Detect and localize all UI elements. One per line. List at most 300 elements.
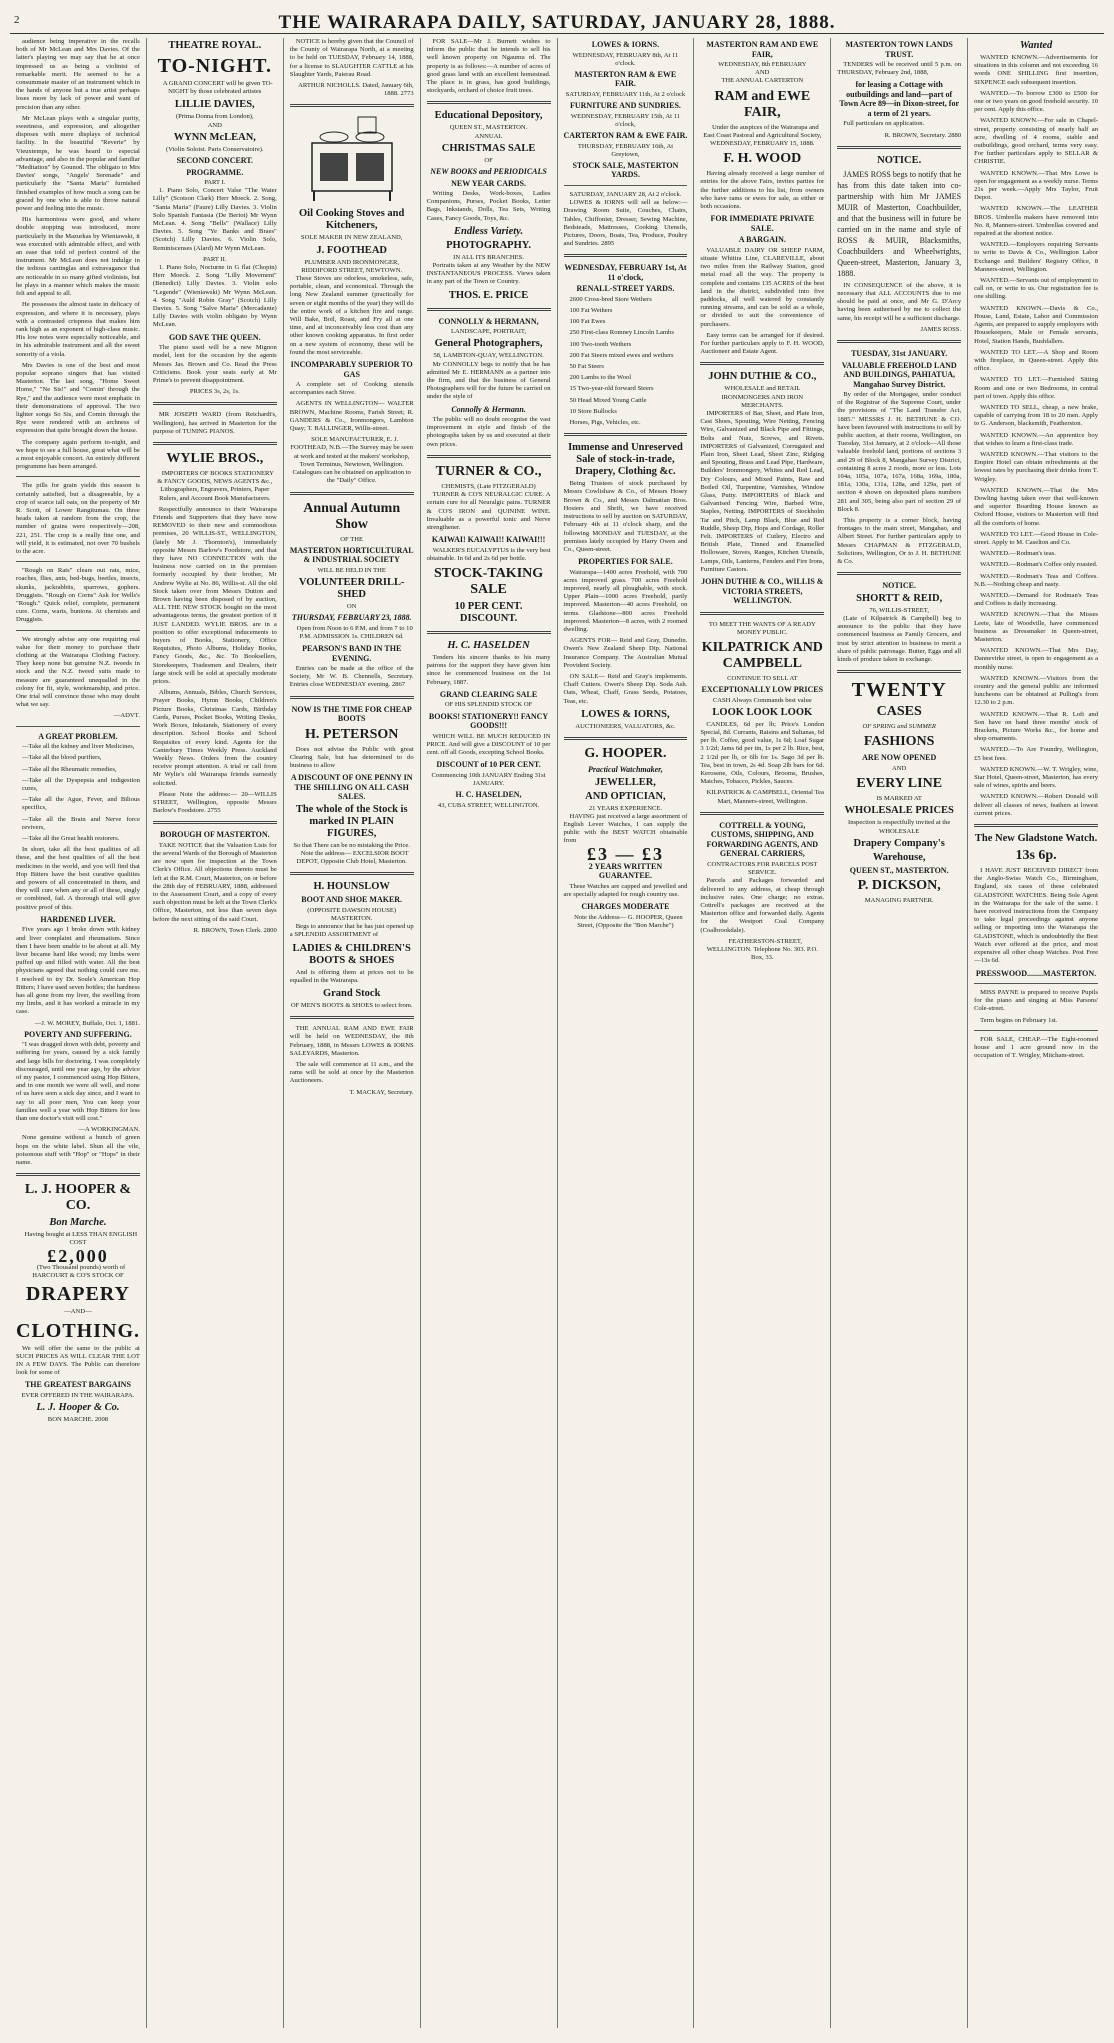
list-item: —Take all the Dyspepsia and indigestion cures,	[22, 776, 140, 792]
ram-and: AND	[755, 69, 770, 77]
duthie-heading: JOHN DUTHIE & CO.,	[708, 371, 817, 383]
divider	[427, 455, 551, 458]
auction-date: WEDNESDAY, FEBRUARY 15th, At 11 o'clock,	[570, 112, 680, 128]
list-item: —Take all the blood purifiers,	[22, 754, 102, 762]
edu-annual: ANNUAL	[474, 132, 503, 140]
page-number: 2	[14, 14, 21, 26]
valuable-body: This property is a corner block, having frontages to the main street, Mangahao, and Albert Street. For further particulars apply to Messrs CHAPMAN & FITZGERALD, Solicitors, Wellington, Or to J. H. BETHUNE & Co.	[837, 517, 962, 566]
divider	[290, 104, 414, 107]
cottrell-address: FEATHERSTON-STREET, WELLINGTON. Telephone No. 303. P.O. Box, 33.	[706, 937, 818, 962]
peterson-body: Does not advise the Public with great Clearing Sale, but has determined to do business to allow	[289, 745, 414, 770]
remedies-list	[16, 743, 140, 843]
wylie-address: Please Note the address:— 20—WILLIS STREET, Wellington, opposite Messrs Barlow's Foodstore. 2755	[152, 790, 277, 815]
books-heading: BOOKS! STATIONERY!! FANCY GOODS!!!	[428, 711, 549, 731]
spring-line: OF SPRING and SUMMER	[862, 723, 936, 731]
list-item: —Take all the Ague, Fever, and Bilious specifics,	[22, 796, 140, 812]
edu-body: Writing Desks, Work-boxes, Ladies Companions, Purses, Pocket Books, Letter Bags, Inkstands, Dolls, Tea Sets, Writing Cases, Fancy Goods, Toys, &c.	[426, 190, 551, 222]
wanted-item: WANTED KNOWN.—For sale in Chapel-street, property consisting of nearly half an acre, dwelling of 4 rooms, stable and outbuildings, good orchard, terms very easy. For further particulars apply to SELLAR & CHRISTIE.	[974, 117, 1098, 166]
advert-price: £2,000	[47, 1245, 109, 1266]
managing-partner: MANAGING PARTNER.	[864, 897, 934, 905]
wholesale-heading: WHOLESALE PRICES	[844, 805, 954, 817]
edu-new-cards: NEW YEAR CARDS.	[451, 178, 527, 188]
hounslow-ladies: LADIES & CHILDREN'S BOOTS & SHOES	[292, 942, 411, 966]
tonight-heading: TO-NIGHT.	[157, 55, 272, 77]
valuable-body: By order of the Mortgagee, under conduct of the Registrar of the Supreme Court, under the provisions of "The Land Transfer Act, 1885." MESSRS J. H. BETHUNE & CO. have been favoured with instructions to sell by public auction, at their rooms, Wellington, on Tuesday, 31st January, at 2 o'clock—All those valuable freehold land, portions of sections 3 and 29 of Block 8, Mangahao Survey District, containing 8 acres 2 roods, more or less. Lots 104a, 105a, 107a, 167a, 168a, 169a, 180a, 181a, 130a, 131a, 128a, and 129a, part of section 4 shown on deposited plans numbers 281 and 305, being also part of section 29 of Block 8.	[837, 391, 962, 513]
wanted-item: WANTED TO LET.—Furnished Sitting Room and one or two Bedrooms, in central part of town. Apply this office.	[974, 376, 1098, 400]
section-heading: A GREAT PROBLEM.	[38, 731, 118, 741]
forsale-notice: FOR SALE, CHEAP.—The Eight-roomed house and 1 acre ground now in the occupation of T. Wrigley, Mitcham-street.	[974, 1035, 1098, 1060]
hounslow-sub: BOOT AND SHOE MAKER.	[301, 895, 403, 905]
hooper-advert-sub: Bon Marche.	[49, 1217, 107, 1229]
edu-endless: Endless Variety.	[454, 225, 524, 237]
wanted-item: WANTED KNOWN.—That Mrs Lowe is open for engagement as a weekly nurse. Terms 21s per week.—Apply Mrs Taylor, Fruit Depot.	[974, 169, 1098, 202]
hounslow-heading: H. HOUNSLOW	[313, 881, 390, 893]
divider	[700, 812, 824, 815]
wylie-body: Respectfully announce to their Wairarapa Friends and Supporters that they have now REMOVED to their new and commodious premises, 20 WILLIS-ST., WELLINGTON, (lately Mr J. Thornton's), immediately opposite Messrs Barlow's Foodstore, and that they have NO CONNECTION with the business now carried on in the premises formerly occupied by their brother, Mr Andrew Wylie at No. 86, Willis-st. All the old Stock taken over from Messrs Dutton and Brown having been disposed of by auction, ALL THE NEW STOCK bought on the most advantageous terms, the greatest portion of it JUST LANDED. WYLIE BROS. are in a position to offer exceptional inducements to buyers of Books, Stationery, Office Requisites, Photo Albums, Holiday Books, Fancy Goods, &c., &c. To Booksellers, Storekeepers, Tradesmen and Dealers, their large stock will be sold at specially moderate prices.	[152, 505, 277, 686]
cash-line: CASH Always Commands best value	[712, 696, 812, 704]
hooper-heading: G. HOOPER.	[584, 746, 667, 762]
wanted-item: WANTED.—Demand for Rodman's Teas and Coffees is daily increasing.	[974, 591, 1098, 608]
stoves-body: These Stoves are odorless, smokeless, safe, portable, clean, and economical. Through the long New Zealand summer (practically for seven or eight months of the year) they will do the entire work of a kitchen fire and range. Will Bake, Boil, Roast, and Fry all at one time, and at inconceivably less cost than any other known cooking apparatus. In first order on a new system of economy, these will be found the most serviceable.	[289, 275, 414, 356]
hooper-price: £3 — £3	[586, 843, 664, 864]
stoves-manufacturer: SOLE MANUFACTURER, E. J. FOOTHEAD, N.B.—The Survey may be seen at work and tested at the makers' workshop, Town Terminus, Newtown, Wellington. Catalogues can be obtained on application to the "Daily" Office.	[290, 436, 414, 485]
wanted-item: WANTED TO LET.—A Shop and Room with fireplace, in Queen-street. Apply this office.	[974, 348, 1098, 373]
edu-street: QUEEN ST., MASTERTON.	[449, 124, 528, 132]
wylie-sub: IMPORTERS OF BOOKS STATIONERY & FANCY GOODS, NEWS AGENTS &c., Lithographers, Engravers, Printers, Paper Rulers, and Account Book Manufacturers.	[157, 470, 274, 502]
performer-sub: (Prima Donna from London),	[175, 113, 254, 121]
connolly-sub: LANDSCAPE, PORTRAIT,	[450, 328, 527, 336]
notice-heading: NOTICE.	[877, 154, 922, 166]
slaughter-notice: NOTICE is hereby given that the Council of the County of Wairarapa North, at a meeting to be held on TUESDAY, February 14, 1888, for a license to SLAUGHTER CATTLE at his Slaughter Yards, Paierau Road.	[289, 38, 414, 78]
review-paragraph: He possesses the almost taste in delicacy of expression, and where it is necessary, plays with a contrasted crispness that makes him rank high as an exponent of high-class music. His low notes were especially noticeable, and in his admirable instrument and all the sweet sonority of a viola.	[16, 301, 140, 358]
renall-heading: RENALL-STREET YARDS.	[576, 284, 675, 294]
immense-heading: Immense and Unreserved Sale of stock-in-trade, Drapery, Clothing &c.	[568, 442, 683, 478]
lands-signature: R. BROWN, Secretary. 2880	[884, 131, 962, 139]
concert-and: AND	[207, 121, 222, 129]
cooking-stove-illustration	[292, 113, 412, 203]
dickson-heading: P. DICKSON,	[857, 878, 941, 894]
haselden-address: 43, CUBA STREET, WELLINGTON.	[437, 801, 540, 809]
advert-paragraph: "Rough on Rats" clears out rats, mice, roaches, flies, ants, bed-bugs, beetles, insects, skunks, jackrabbits, sparrows, gophers. Druggists. "Rough on Corns" Ask for Wells's "Rough." Quick relief, complete, permanent cure. Corns, warts, bunions. At chemists and Druggists.	[16, 567, 140, 624]
list-item: 100 Two-tooth Wethers	[569, 340, 632, 348]
wanted-item: WANTED KNOWN.—Visitors from the country and the general public are informed luncheons can be obtained at Pulling's from 12.30 to 2 p.m.	[974, 674, 1098, 707]
lowes-auctioneers: AUCTIONEERS, VALUATORS, &c.	[575, 722, 676, 730]
dairy-body: VALUABLE DAIRY OR SHEEP FARM, situate Whitira Line, CLAREVILLE, about two miles from the Railway Station, good metal road all the way. The property is complete and contains 135 ACRES of the best land in the district, subdivided into five paddocks, all well watered by constantly running streams, and can be sold as a whole, or divided to suit the convenience of purchasers.	[700, 246, 825, 328]
clearing-of: OF HIS SPLENDID STOCK OF	[444, 701, 533, 709]
list-item: 100 Fat Ewes	[569, 318, 606, 326]
hooper-jeweller: JEWELLER,	[594, 776, 656, 788]
agents-body: AGENTS FOR— Reid and Gray, Dunedin. Owen's New Zealand Sheep Dip. National Insurance Company. The Australian Mutual Provident Society.	[563, 637, 688, 669]
shortt-heading: SHORTT & REID,	[856, 592, 943, 604]
wholesale-line: WHOLESALE	[879, 827, 920, 835]
news-paragraph: The pills for grain yields this season is certainly satisfied, but a disagreeable, by a crop of scarce tall oats, on the property of Mr R. Scott, of Lower Rangitumau. On three heads taken at random from the crop, the number of grains were respectively—208, 221, 251. The crop is a really fine one, and will yield, it is estimated, not over 70 bushels to the acre.	[16, 482, 140, 555]
wanted-heading: Wanted	[1019, 40, 1053, 51]
divider	[16, 630, 140, 631]
show-heading: Annual Autumn Show	[303, 500, 401, 532]
show-open: Open from Noon to 6 P.M. and from 7 to 10 P.M. ADMISSION 1s. CHILDREN 6d.	[296, 624, 413, 640]
wanted-item: WANTED KNOWN.—Davis & Co., House, Land, Estate, Labor and Commission Agents, are prepared to supply employers with Housekeepers, Male or Female servants, Hotel, Station Hands, Bushfallers.	[974, 304, 1098, 345]
kaiwai: KAIWAI! KAIWAI!! KAIWAI!!!	[431, 535, 546, 545]
divider	[16, 561, 140, 562]
turner-body: TURNER & CO'S NEURALGIC CURE. A certain cure for all Neuralgic pains. TURNER & CO'S IRON and QUININE WINE. Invaluable as a powerful tonic and Nerve strengthener.	[426, 491, 551, 531]
dairy-terms: Easy terms can be arranged for if desired. For further particulars apply to F. H. WOOD, Auctioneer and Estate Agent.	[700, 331, 825, 356]
renall-list	[564, 296, 688, 427]
meet-line: TO MEET THE WANTS OF A READY MONEY PUBLIC.	[708, 620, 816, 636]
duthie-sub: WHOLESALE and RETAIL IRONMONGERS AND IRON MERCHANTS.	[721, 385, 804, 409]
haselden-signature: H. C. HASELDEN,	[455, 790, 522, 800]
wanted-item: WANTED KNOWN.—That the Mrs Dowling having taken over that well-known and superior Boarding House known as Oxford House, visitors to Masterton will find all the comforts of home.	[974, 486, 1098, 527]
low-prices: EXCEPTIONALLY LOW PRICES	[701, 685, 824, 695]
review-paragraph: His harmonious were good, and where double stopping was introduced, more particularly in the Mazurkas by Wieniawski, it was executed with admirable effect, and with an ease that told of perfect control of the instrument. Mr McLean does not indulge in the tedious cantinglas and extravagance that are noticeable in so many gifted violinists, but he plays in a manner which makes the music felt and appeal to all.	[16, 216, 140, 298]
hooper-charges: CHARGES MODERATE	[581, 902, 670, 912]
haselden-heading: H. C. HASELDEN	[447, 640, 530, 652]
review-paragraph: Mr McLean plays with a singular purity, sweetness, and expression, and altogether disposes with mere displays of technical facility. In the beautiful "Reverie" by Vieuxtemps, he was heard to especial advantage, and also in the popular and familiar "Meditation" by Gounod. The obligato to Mrs Davies' songs, "Angels' Serenade" and particularly the "Santa Maria" furnished finished examples of how much a song can be graced by one who is able to throw natural power and feeling into the music.	[16, 114, 140, 213]
programme-items: 1. Piano Solo, Nocturne in G flat (Chopin) Herr Moeck. 2. Song "Lilly Movement" (Benedict) Lilly Davies. 3. Violin solo "Legende" (Wieniawski) Mr Wynn McLean. 4. Song "Auld Robin Gray" (Scotch) Lilly Davies. 5. Song "Salve Maria" (Mercadante) Lilly Davies with violin obligato by Wynn McLean.	[152, 264, 277, 329]
list-item: —Take all the kidney and liver Medicines,	[22, 743, 135, 751]
wanted-item: WANTED.—Rodman's teas.	[980, 550, 1056, 558]
ross-notice: JAMES ROSS begs to notify that he has from this date taken into co-partnership with him Mr JAMES MUIR of Masterton, Coachbuilder, and that the business will in future be carried on in the name and style of ROSS & MUIR, Blacksmiths, Coachbuilders and Wheelwrights, Queen-street, Masterton, January 3, 1888.	[837, 169, 962, 278]
cases-heading: CASES	[876, 704, 922, 720]
ram-big: RAM and EWE FAIR,	[714, 88, 811, 120]
haselden-foot: WHICH WILL BE MUCH REDUCED IN PRICE. And will give a DISCOUNT of 10 per cent. off all Goods, excepting School Books.	[426, 732, 551, 756]
advert-footer: BON MARCHE. 2008	[47, 1416, 109, 1424]
auction-date: SATURDAY, FEBRUARY 11th, At 2 o'clock	[565, 90, 686, 98]
lands-body: TENDERS will be received until 5 p.m. on THURSDAY, February 2nd, 1888,	[837, 61, 962, 77]
list-item: 50 Head Mixed Young Cattle	[569, 396, 647, 404]
list-item: 200 Lambs to the Wool	[569, 374, 632, 382]
cottrell-body: Parcels and Packages forwarded and delivered to any address, at cheap through inclusive rates. One charge; no extras. Cottrell's packages are received at the Masterton office and forwarded daily. Agents for the Westport Coal Company (Coalbrookdale).	[700, 877, 825, 934]
auction-title: STOCK SALE, MASTERTON YARDS.	[572, 160, 679, 180]
column-2	[147, 38, 284, 2028]
column-8	[968, 38, 1104, 2028]
every-heading: EVERY LINE	[856, 776, 943, 792]
wood-heading: F. H. WOOD	[723, 151, 802, 167]
look-line: LOOK LOOK LOOK	[712, 706, 813, 718]
hooper-body: These Watches are capped and jewelled and are specially adapted for rough country use.	[563, 882, 688, 898]
auction-date: SATURDAY, JANUARY 28, At 2 o'clock.	[569, 190, 682, 198]
wanted-item: WANTED KNOWN.—Advertisements for situations in this column and not exceeding 16 words ONE SHILLING first insertion, SIXPENCE each subsequent insertion.	[974, 54, 1098, 86]
edu-xmas: CHRISTMAS SALE	[441, 142, 536, 154]
stoves-heading: Oil Cooking Stoves and Kitcheners,	[299, 208, 405, 232]
divider	[564, 737, 688, 740]
hounslow-town: MASTERTON.	[330, 915, 373, 923]
borough-heading: BOROUGH OF MASTERTON.	[159, 830, 270, 840]
list-item: 100 Fat Wethers	[569, 307, 613, 315]
divider	[427, 631, 551, 634]
opened-line: ARE NOW OPENED	[862, 753, 937, 763]
advert-mark: —ADVT.	[113, 712, 140, 720]
programme-items: 1. Piano Solo, Concert Valse "The Water Lilly" (Scotson Clark) Herr Moeck. 2. Song, "Santa Maria" (Faure) Lilly Davies. 3. Violin Solo Spanish Fantasia (De Beriot) Mr Wynn McLean. 4. Song "Bells" (Wallace) Lilly Davies. 5. Song "Ye Banks and Braes" (Scotch) Lilly Davies. 6. Violin Solo, Reminiscenses (Alard) Mr Wynn McLean.	[152, 187, 277, 252]
wylie-heading: WYLIE BROS.,	[166, 451, 264, 466]
divider	[16, 476, 140, 477]
divider	[974, 983, 1098, 984]
notice-signature: ARTHUR NICHOLLS. Dated, January 6th, 1888. 2773	[298, 82, 414, 98]
forsale-notice: FOR SALE—Mr J. Burnett wishes to inform the public that he intends to sell his well known property on Ngaumu rd. The property is as follows:—A number of acres of good grass land with an excellent homestead. The place is in grass, has good buildings, stockyards, orchard of choice fruit trees.	[426, 38, 551, 95]
cottrell-sub: CONTRACTORS FOR PARCELS POST SERVICE.	[707, 860, 818, 877]
peterson-address: Note the address— EXCELSIOR BOOT DEPOT, Opposite Club Hotel, Masterton.	[296, 849, 409, 866]
grand-stock-sub: OF MEN'S BOOTS & SHOES to select from.	[290, 1002, 413, 1010]
divider	[427, 101, 551, 104]
divider	[700, 362, 824, 365]
properties-heading: PROPERTIES FOR SALE.	[578, 557, 673, 567]
column-6	[694, 38, 831, 2028]
ram-carterton: THE ANNUAL CARTERTON	[721, 77, 804, 85]
show-of: OF THE	[340, 535, 364, 543]
list-item: 2600 Cross-bred Store Wethers	[569, 295, 652, 303]
stoves-agent: SOLE MAKER IN NEW ZEALAND,	[300, 234, 403, 242]
show-footer: Entries can be made at the office of the Society, Mr W. B. Chennells, Secretary. Entries close WEDNESDAY evening. 2867	[289, 665, 414, 689]
divider	[153, 442, 277, 445]
section-heading: POVERTY AND SUFFERING.	[24, 1029, 132, 1039]
performer-name: WYNN McLEAN,	[173, 131, 256, 143]
review-paragraph: The company again perform to-night, and we hope to see a full house, great what will be a most enjoyable concert. An entirely different programme has been arranged.	[16, 438, 140, 471]
wanted-item: WANTED KNOWN.—W. T. Wrigley, wine, Star Hotel, Queen-street, Masterton, has every sale of wines, spirits and beers.	[974, 765, 1098, 790]
concert-second: SECOND CONCERT.	[176, 156, 254, 166]
concert-text: A GRAND CONCERT will be given TO-NIGHT by those celebrated artistes	[162, 80, 273, 96]
haselden-discount: DISCOUNT of 10 PER CENT.	[436, 760, 541, 770]
divider	[290, 872, 414, 875]
list-item: 200 Fat Steers mixed ewes and wethers	[569, 351, 674, 359]
wanted-item: WANTED KNOWN.—That visitors to the Empire Hotel can obtain refreshments at the lowest rates by purchasing their drinks from T. Wrigley.	[974, 450, 1098, 483]
immense-body: Being Trustees of stock purchased by Messrs Cowlishaw & Co., of Messrs Hosey Brown & Co., and Messrs Dalmatian Bros. Hosiers and Shrift, we have received instructions to sell by auction on SATURDAY, February 4th at 11 o'clock sharp, and the following MONDAY and TUESDAY, at the premises lately occupied by Harry Owen and Co., Queen-street.	[563, 480, 688, 553]
peterson-stock: The whole of the Stock is marked IN PLAIN FIGURES,	[295, 803, 408, 839]
advert-paragraph: Having bought at LESS THAN ENGLISH COST	[24, 1231, 138, 1247]
clothing-heading: CLOTHING.	[16, 1319, 141, 1342]
auction-title: FURNITURE AND SUNDRIES.	[569, 101, 681, 111]
turner-heading: TURNER & CO.,	[435, 463, 542, 479]
list-item: 250 First-class Romney Lincoln Lambs	[569, 329, 674, 337]
performer-sub: (Violin Soloist. Paris Conservatoire).	[166, 145, 264, 153]
show-on: ON	[346, 602, 357, 610]
divider	[564, 185, 688, 186]
lowes-signature: LOWES & IORNS,	[581, 708, 670, 720]
wood-body: Having already received a large number of entries for the above Fairs, invites parties for the further additions to his list, from owners who have rams or ewes for sale, as either or both occasions.	[700, 170, 825, 211]
gladstone-heading: The New Gladstone Watch.	[974, 833, 1098, 845]
review-paragraph: audience being imperative in the recalls both of Mr McLean and Mrs Davies. Of the latter's playing we may say that he at once impressed us as being a violinist of remarkable merit. He seemed to be a consummate master of an instrument which in the hands of anyone but a true artist perhaps loses more by lack of power and want of precision than any other.	[16, 38, 140, 111]
signature: —A WORKINGMAN.	[78, 1126, 140, 1134]
list-item: —Take all the Brain and Nerve force revivers,	[22, 815, 140, 831]
peterson-heading: H. PETERSON	[305, 726, 399, 742]
programme-part: PART I.	[204, 179, 226, 187]
programme-heading: PROGRAMME.	[186, 167, 244, 177]
advert-paragraph: We strongly advise any one requiring real value for their money to purchase their clothing at the Wairarapa Clothing Factory. They keep none but genuine N.Z. tweeds in stock and the N.Z. tweed suits made to measure are guaranteed unequalled in the colony for fit, style, workmanship, and price. One trial will convince those who may doubt what we say.	[16, 635, 140, 709]
divider	[153, 402, 277, 405]
foothead-trade: PLUMBER AND IRONMONGER, RIDDIFORD STREET, NEWTOWN.	[301, 258, 403, 274]
kilpatrick-body: CANDLES, 6d per lb; Price's London Special, 8d. Currants, Raisins and Sultanas, 6d per lb. Coffee, good value, 1s 6d; Loaf Sugar 3 1/2d; Jams 6d per tin, 1s per 2 lb. Rice, best, 2 1/2d per lb, or 6lb for 1s. Sago 3d per lb. Tea, best in town, 2s 4d. Soap 2lb bars for 6d. Kerosene, Oils, Colours, Brooms, Brushes, Matches, Tobacco, Pickles, Sauces.	[700, 720, 825, 786]
divider	[290, 492, 414, 495]
divider	[16, 726, 140, 727]
advert-line: EVER OFFERED IN THE WAIRARAPA.	[21, 1391, 135, 1399]
connolly-general: General Photographers,	[434, 338, 543, 350]
lowes-heading: LOWES & IORNS.	[591, 40, 660, 49]
wanted-item: WANTED.—Rodman's Teas and Coffees. N.B.—Nothing cheap and nasty.	[974, 572, 1098, 588]
divider	[974, 1030, 1098, 1031]
wanted-item: WANTED KNOWN.—That the Misses Leete, late of Woodville, have commenced business as Dressmaker in Queen-street, Masterton.	[974, 611, 1098, 643]
show-date: THURSDAY, FEBRUARY 23, 1888.	[291, 613, 412, 623]
concert-footer: The piano used will be a new Mignon model, lent for the occasion by the agents Messrs Jas. Brown and Co. Read the Press Criticisms. Book your seats early at Mr Prime's to prevent disappointment.	[152, 344, 277, 384]
hooper-optician: AND OPTICIAN,	[585, 790, 666, 802]
stoves-footer: A complete set of Cooking utensils accompanies each Stove.	[289, 381, 414, 397]
masthead	[10, 8, 1104, 34]
show-held: WILL BE HELD IN THE	[317, 566, 386, 574]
ewe-fair-signature: T. MACKAY, Secretary.	[349, 1088, 414, 1096]
connolly-body: The public will no doubt recognise the vast improvement in style and finish of the photographs taken by us and executed at their own prices.	[426, 416, 551, 448]
show-band: PEARSON'S BAND IN THE EVENING.	[302, 644, 402, 663]
inspect-line: Inspection is respectfully invited at the	[848, 819, 951, 827]
divider	[427, 308, 551, 311]
onsale-body: ON SALE— Reid and Gray's implements. Chaff Cutters. Owen's Sheep Dip. Soda Ash. Oats, Wheat, Chaff, Grass Seeds, Potatoes, Teas, etc.	[563, 673, 688, 705]
auction-date: THURSDAY, FEBRUARY 16th, At Greytown,	[577, 142, 674, 158]
hooper-sub: Practical Watchmaker,	[588, 765, 663, 775]
list-item: 15 Two-year-old forward Steers	[569, 385, 654, 393]
price-heading: THOS. E. PRICE	[448, 289, 529, 301]
borough-body: TAKE NOTICE that the Valuation Lists for the several Wards of the Borough of Masterton are now open for inspection at the Town Clerk's Office. All objections thereto must be left at the R.M. Court, Masterton, on or before the 28th day of FEBRUARY, 1888, addressed to the Assessment Court, and a copy of every such objection must be left at the Town Clerk's Office, Masterton, not less than seven days before the next sitting of the said Court.	[152, 841, 277, 923]
advert-paragraph: (Two Thousand pounds) worth of HARCOURT & CO'S STOCK OF	[32, 1263, 126, 1280]
hooper-body: HAVING just received a large assortment of English Lever Watches, I can supply the public with the BEST WATCH obtainable from	[563, 812, 688, 845]
wanted-item: WANTED.—To borrow £300 to £500 for one or two years on good freehold security. 10 per cent. Apply this office.	[974, 89, 1098, 114]
column-4	[421, 38, 558, 2028]
connolly-heading: CONNOLLY & HERMANN,	[438, 316, 539, 326]
ram-date: WEDNESDAY, 8th FEBRUARY	[718, 61, 807, 68]
edu-of: OF	[484, 156, 493, 164]
advert-paragraph: "I was dragged down with debt, poverty and suffering for years, caused by a sick family and large bills for doctoring. I was completely discouraged, until one year ago, by the advice of my pastor, I commenced using Hop Bitters, and in one month we were all well, and none of us have seen a sick day since, and I want to say to all poor men, You can keep your families well a year with Hop Bitters for less than one doctor's visit will cost."	[16, 1041, 140, 1123]
column-3	[284, 38, 421, 2028]
stocktaking-heading: STOCK-TAKING SALE	[433, 566, 544, 598]
stoves-superior: INCOMPARABLY SUPERIOR TO GAS	[290, 360, 413, 379]
wanted-list	[974, 54, 1098, 818]
wanted-item: WANTED TO SELL, cheap, a new brake, capable of carrying from 18 to 20 men. Apply to G. Anderson, blacksmith, Featherston.	[974, 403, 1098, 428]
wanted-item: WANTED KNOWN.—The LEATHER BROS. Umbrella makers have removed into No. 8, Manners-street. Umbrellas covered and repaired at the shortest notice.	[974, 205, 1098, 238]
divider	[564, 433, 688, 436]
divider	[837, 146, 961, 149]
eucalyptus-body: WALKER'S EUCALYPTUS is the very best obtainable. In 6d and 2s 6d per bottle.	[426, 546, 551, 562]
edu-books: NEW BOOKS and PERIODICALS	[430, 167, 547, 177]
drapery-co: Drapery Company's	[853, 837, 945, 849]
haselden-date: Commencing 10th JANUARY Ending 31st JANUARY.	[431, 771, 546, 787]
divider	[564, 254, 688, 257]
divider	[16, 1173, 140, 1176]
wanted-item: WANTED KNOWN.—An apprentice boy that wishes to learn a first-class trade.	[974, 431, 1098, 447]
hounslow-opp: (OPPOSITE DAWSON HOUSE)	[307, 906, 397, 914]
hounslow-body: Begs to announce that he has just opened up a SPLENDID ASSORTMENT of	[289, 923, 414, 939]
grand-stock: Grand Stock	[322, 988, 381, 1000]
divider	[153, 821, 277, 824]
column-5	[558, 38, 695, 2028]
list-item: —Take all the Great health restorers.	[22, 834, 120, 842]
list-item: Horses, Pigs, Vehicles, etc.	[569, 419, 641, 427]
column-1	[10, 38, 147, 2028]
queen-street: QUEEN ST., MASTERTON.	[849, 865, 949, 875]
section-heading: HARDENED LIVER.	[40, 914, 116, 924]
kilpatrick-sub: CONTINUE TO SELL AT	[727, 674, 798, 682]
photo-heading: PHOTOGRAPHY.	[446, 239, 531, 251]
discount-heading: 10 PER CENT. DISCOUNT.	[454, 601, 523, 625]
private-sale: FOR IMMEDIATE PRIVATE SALE.	[710, 214, 815, 233]
tuesday-heading: TUESDAY, 31st JANUARY.	[851, 349, 948, 359]
kilpatrick-signature: KILPATRICK & CAMPBELL, Oriental Tea Mart, Manners-street, Wellington.	[706, 789, 824, 805]
auction-date: WEDNESDAY, FEBRUARY 1st, At 11 o'clock,	[564, 263, 687, 282]
advert-and: —AND—	[64, 1308, 92, 1316]
stoves-agents: AGENTS IN WELLINGTON— WALTER BROWN, Machine Rooms, Farish Street; R. GANDERS & Co., Ironmongers, Lambton Quay; T. BALLINGER, Willis-street.	[289, 400, 414, 433]
ewe-fair-body: The sale will commence at 11 a.m., and the rams will be sold at once by the Masterton Auctioneers.	[289, 1061, 414, 1085]
divider	[290, 696, 414, 699]
lease-heading: for leasing a Cottage with outbuildings and land—part of Town Acre 89—in Dixon-street, for a term of 21 years.	[839, 80, 959, 118]
signature: —J. W. MOREY, Buffalo, Oct. 1, 1881.	[34, 1019, 140, 1027]
marked-line: IS MARKED AT	[876, 795, 922, 803]
borough-signature: R. BROWN, Town Clerk. 2800	[193, 926, 277, 934]
advert-paragraph: Five years ago I broke down with kidney and liver complaint and rheumatism. Since then I have been unable to be about at all. My liver became hard like wood; my limbs were puffed up and filled with water. All the best physicians agreed that nothing could cure me. I resolved to try Dr. Soule's American Hop Bitters; I have used seven bottles; the hardness has all gone from my liver, the swelling from my limbs, and it has worked a miracle in my case.	[16, 926, 140, 1016]
hooper-guarantee: 2 YEARS WRITTEN GUARANTEE.	[588, 861, 663, 881]
performer-name: LILLIE DAVIES,	[174, 99, 255, 111]
gladstone-body: I HAVE JUST RECEIVED DIRECT from the Anglo-Swiss Watch Co., Birmingham, England, six cases of these celebrated GLADSTONE WATCHES. Being Sole Agent in the Wairarapa for the sale of the same. I have received instructions from the Company to take legal proceedings against anyone selling or importing into the Wairarapa the GLADSTONE, which is undoubtedly the Best Watch ever offered at the price, and most expensive all other cheap Watches. Post Free—13s 6d.	[974, 867, 1098, 965]
twenty-heading: TWENTY	[851, 679, 947, 702]
hounslow-body: And is offering them at prices not to be equalled in the Wairarapa.	[289, 968, 414, 984]
column-7	[831, 38, 968, 2028]
list-item: —Take all the Rheumatic remedies,	[22, 765, 117, 773]
duthie-address: JOHN DUTHIE & CO., WILLIS & VICTORIA STREETS, WELLINGTON.	[701, 577, 824, 606]
warehouse: Warehouse,	[872, 851, 926, 863]
duthie-body: IMPORTERS of Bar, Sheet, and Plate Iron, Cast Shoes, Spouting, Wire Netting, Fencing Wire, Galvanized and Black Pipe and Fittings, Bolts and Nuts, Screws, and Rivets. IMPORTERS of Galvanized, Corrugated and Plain Iron, Sheet Lead, Sheet Zinc, Ridging and Spouting, Brass and Lead Pipe, Hardware, Builders' Ironmongery, Whites and Red Lead, Dry Colours, and Mixed Paints, Raw and Boiled Oil, Turpentine, Varnishes, Window Glass, Putty. IMPORTERS of Black and Galvanised Fencing Wire, Barbed Wire, Staples, Netting. IMPORTERS of Stockholm Tar and Pitch, Lamp Black, Blue and Red Ruddle, Sheep Dip, Hops and Cordage, Roller Felt. IMPORTERS of Cutlery, Electro and British Plate, Tinned and Enamelled Holloware, Stoves, Ranges, Kitchen Utensils, Lamps, Oils, Lanterns, Fenders and Fire Irons, Furniture Castors.	[700, 409, 825, 573]
shortt-body: (Late of Kilpatrick & Campbell) beg to announce to the public that they have commenced business as Family Grocers, and trust by strict attention to business to merit a share of public patronage. Butter, Eggs and all kinds of produce taken in exchange.	[837, 615, 962, 664]
shortt-sub: 76, WILLIS-STREET,	[869, 606, 929, 614]
photo-body: Portraits taken at any Weather by the NEW INSTANTANEOUS PROCESS. Views taken in any part of the Town or Country.	[426, 262, 551, 286]
photo-sub: IN ALL ITS BRANCHES.	[453, 253, 524, 261]
advert-paragraph: We will offer the same to the public at SUCH PRICES AS WILL CLEAR THE LOT IN A FEW DAYS. The Public can therefore look for some of	[16, 1344, 140, 1377]
piano-tuning-notice: MR JOSEPH WARD (from Reichardt's, Wellington), has arrived in Masterton for the purpose of TUNING PIANOS.	[152, 411, 277, 435]
and-line: AND	[892, 764, 907, 772]
connolly-body: Mr CONNOLLY begs to notify that he has admitted Mr E. HERMANN as a partner into the firm, and that the business of General Photographers will for the future be carried on under the style of	[426, 360, 551, 401]
wanted-item: WANTED KNOWN.—That Mrs Day, Dannevirke street, is open to engagement as a monthly nurse.	[974, 647, 1098, 671]
concert-prices: PRICES 3s, 2s, 1s.	[189, 388, 240, 396]
wylie-body: Albums, Annuals, Bibles, Church Services, Prayer Books, Hymn Books, Children's Picture Books, Christmas Cards, Birthday Cards, Purses, Pocket Books, Writing Desks, Work Boxes, Inkstands, Stationery of every description. School Books and School Requisites of every kind. Agents for the Canterbury Times Weekly Press. Auckland Weekly News. Orders from the country receive prompt attention. A trial or call from Mr Wylie's old Wairarapa friends earnestly solicited.	[152, 689, 277, 787]
list-item: 50 Fat Steers	[569, 363, 604, 371]
newspaper-title: THE WAIRARAPA DAILY, SATURDAY, JANUARY 28, 1888.	[278, 12, 836, 33]
advert-paragraph: None genuine without a bunch of green hops on the white label. Shun all the vile, poisonous stuff with "Hop" or "Hops" in their name.	[16, 1134, 140, 1167]
auction-title: CARTERTON RAM & EWE FAIR.	[563, 131, 688, 141]
cheap-boots-heading: NOW IS THE TIME FOR CHEAP BOOTS	[291, 704, 412, 724]
pyne-terms: Term begins on February 1st.	[980, 1016, 1058, 1024]
advert-paragraph: In short, take all the best qualities of all these, and the best qualities of all the best medicines in the world, and you will find that Hop Bitters have the best curative qualities and powers of all concentrated in them, and they will cure when any or all of these, singly or combined, fail. A thorough trial will give positive proof of this.	[16, 846, 140, 911]
properties-body: Wairarapa—1400 acres Freehold, with 700 acres improved grass. 700 acres Freehold improved, nearly all ploughable, with stock. Upper Plain—1000 acres Freehold, partly improved. Masterton—40 acres Freehold, on terms. Gladstone—800 acres Freehold improved. Masterton—8 acres, with 2 roomed dwelling.	[563, 568, 688, 634]
fashions-heading: FASHIONS	[863, 734, 935, 750]
drapery-heading: DRAPERY	[25, 1283, 130, 1306]
haselden-body: Tenders his sincere thanks to his many patrons for the support they have given him since he commenced business on the 1st February, 1887.	[426, 654, 551, 686]
hooper-experience: 21 YEARS EXPERIENCE.	[588, 804, 663, 812]
gladstone-price: 13s 6p.	[1015, 848, 1057, 864]
peterson-discount: A DISCOUNT OF ONE PENNY IN THE SHILLING ON ALL CASH SALES.	[290, 773, 413, 802]
kilpatrick-heading: KILPATRICK AND CAMPBELL	[701, 639, 823, 671]
advert-signature: L. J. Hooper & Co.	[36, 1402, 120, 1414]
clearing-heading: GRAND CLEARING SALE	[439, 689, 538, 699]
divider	[700, 612, 824, 615]
divider	[837, 572, 961, 575]
ross-notice: IN CONSEQUENCE of the above, it is necessary that ALL ACCOUNTS due to me should be paid at once, and Mr G. D'Arcy having been authorised by me to collect the same, his receipt will be a sufficient discharge.	[837, 281, 962, 322]
wanted-item: WANTED TO LET.—Good House in Cole-street. Apply to M. Caselton and Co.	[974, 530, 1098, 546]
connolly-address: 58, LAMBTON-QUAY, WELLINGTON.	[433, 352, 544, 360]
presswood-line: PRESSWOOD........MASTERTON.	[975, 968, 1097, 978]
review-paragraph: Mrs Davies is one of the best and most popular soprano singers that has visited Masterton. The last song, "Home Sweet Home," "Ne Sis!" and "Comin' through the Rye," and the audience were most emphatic in their demonstrations of approval. The two lighter songs So Sis, and Comin through the Rye were rendered with an archness of expression that quite brought down the house.	[16, 361, 140, 435]
valuable-heading: VALUABLE FREEHOLD LAND AND BUILDINGS, PAHIATUA, Mangahao Survey District.	[841, 360, 957, 389]
turner-sub: CHEMISTS, (Late FITZGERALD)	[441, 482, 536, 490]
divider	[974, 824, 1098, 827]
divider	[837, 340, 961, 343]
ram-body: Under the auspices of the Wairarapa and East Coast Pastoral and Agricultural Society, WEDNESDAY, FEBRUARY 15, 1888.	[703, 123, 822, 148]
wanted-item: WANTED.—Servants out of employment to call on, or write to us. Our registration fee is one shilling.	[974, 277, 1098, 301]
lease-body: Full particulars on application.	[843, 120, 925, 128]
ross-signature: JAMES ROSS.	[920, 325, 962, 333]
show-hall: VOLUNTEER DRILL-SHED	[298, 576, 405, 600]
anthem: GOD SAVE THE QUEEN.	[168, 332, 261, 342]
